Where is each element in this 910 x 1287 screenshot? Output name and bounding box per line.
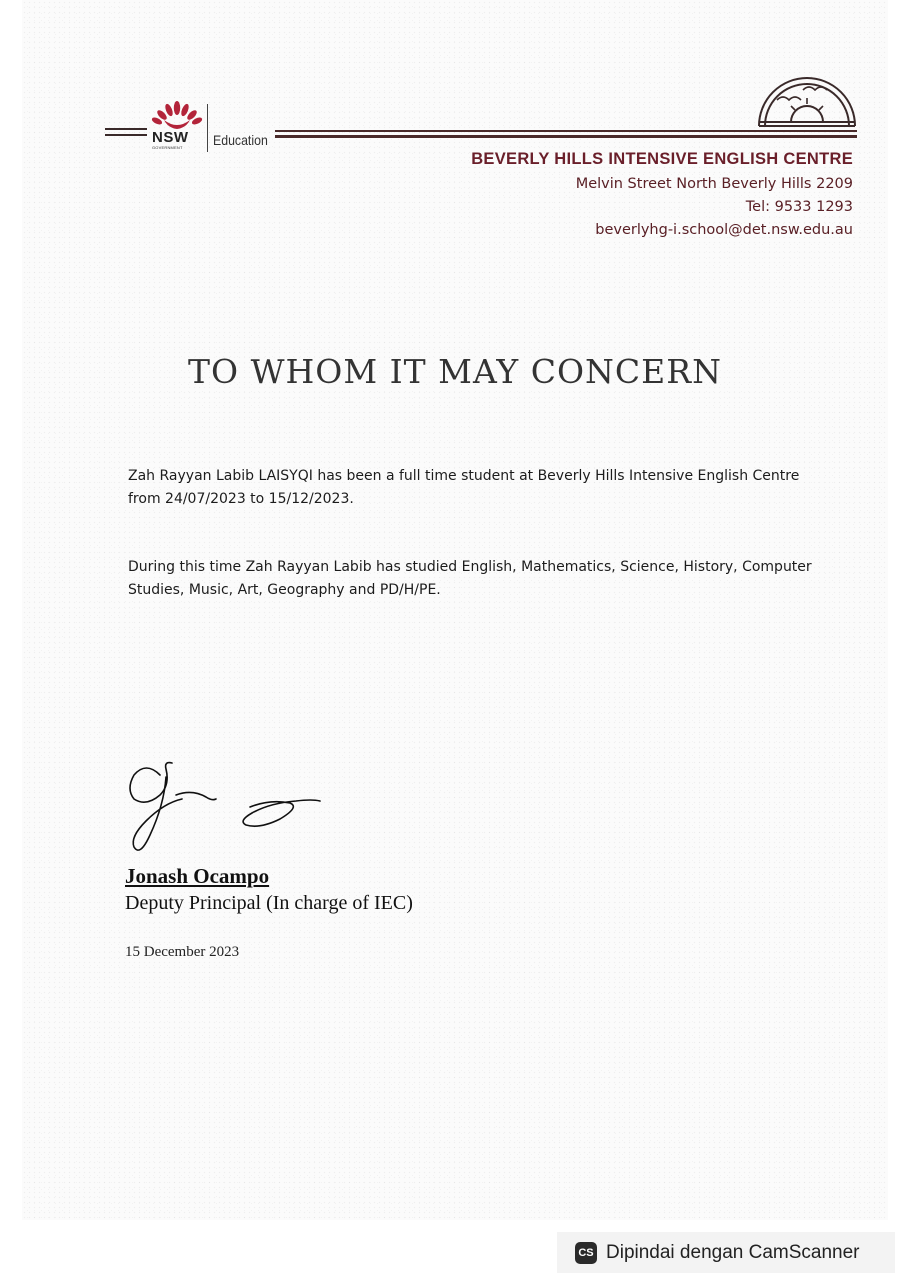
camscanner-icon: CS [575, 1242, 597, 1264]
paragraph-line: During this time Zah Rayyan Labib has studied English, Mathematics, Science, History, Computer [128, 559, 812, 575]
paragraph-subjects [128, 556, 828, 602]
nsw-logo-subtext: GOVERNMENT [152, 145, 183, 150]
school-name: BEVERLY HILLS INTENSIVE ENGLISH CENTRE [471, 150, 853, 168]
school-email: beverlyhg-i.school@det.nsw.edu.au [595, 222, 853, 238]
signer-name: Jonash Ocampo [125, 864, 270, 888]
paragraph-line: from 24/07/2023 to 15/12/2023. [128, 491, 354, 507]
department-label: Education [213, 132, 268, 148]
letter-date: 15 December 2023 [125, 944, 240, 960]
paragraph-line: Studies, Music, Art, Geography and PD/H/PE. [128, 582, 441, 598]
sunrise-window-birds-icon [755, 70, 859, 128]
paragraph-line: Zah Rayyan Labib LAISYQI has been a full time student at Beverly Hills Intensive English Centre [128, 468, 800, 484]
school-phone: Tel: 9533 1293 [745, 199, 853, 215]
camscanner-label: Dipindai dengan CamScanner [606, 1242, 860, 1263]
school-address: Melvin Street North Beverly Hills 2209 [575, 176, 853, 192]
header-rule-right [275, 130, 857, 138]
nsw-logo-text: NSW [152, 129, 189, 146]
signer-role: Deputy Principal (In charge of IEC) [125, 892, 413, 914]
paragraph-enrolment [128, 465, 828, 511]
logo-divider [207, 104, 208, 152]
letter-title: TO WHOM IT MAY CONCERN [188, 352, 722, 391]
handwritten-signature [120, 755, 330, 860]
header-rule-left [105, 128, 147, 136]
camscanner-badge [557, 1232, 895, 1273]
